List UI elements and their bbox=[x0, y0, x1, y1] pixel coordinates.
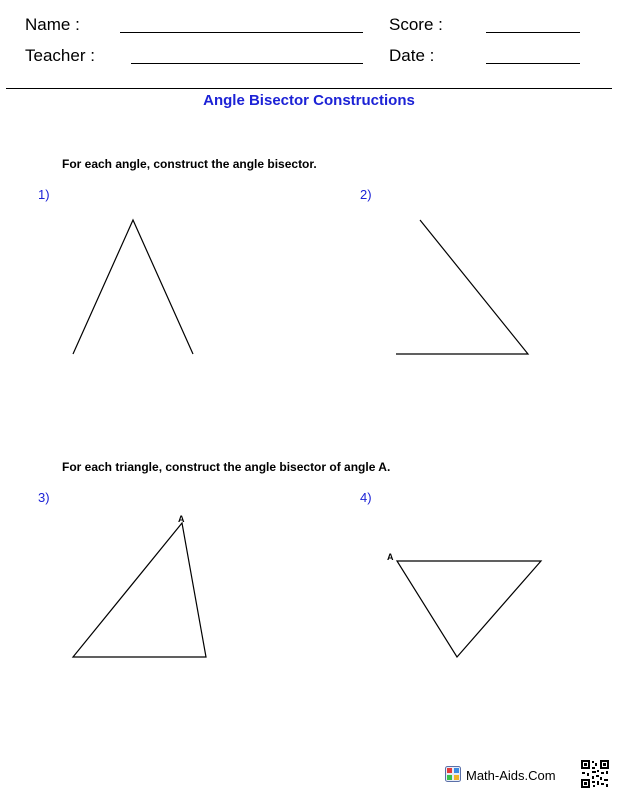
problem-2-number: 2) bbox=[360, 187, 372, 202]
teacher-label: Teacher : bbox=[25, 46, 95, 65]
triangle-3 bbox=[73, 523, 206, 657]
page-title: Angle Bisector Constructions bbox=[203, 92, 415, 109]
score-label: Score : bbox=[389, 15, 443, 34]
math-aids-logo-icon bbox=[445, 766, 461, 782]
problem-3-number: 3) bbox=[38, 490, 50, 505]
problem-1-number: 1) bbox=[38, 187, 50, 202]
problem-4-vertex-label: A bbox=[387, 552, 394, 562]
problem-3-vertex-label: A bbox=[178, 514, 185, 524]
date-label: Date : bbox=[389, 46, 435, 65]
section-2-instruction: For each triangle, construct the angle bisector of angle A. bbox=[62, 460, 391, 474]
angle-1 bbox=[73, 220, 193, 354]
footer-brand[interactable]: Math-Aids.Com bbox=[466, 768, 556, 783]
angle-2 bbox=[396, 220, 528, 354]
section-1-instruction: For each angle, construct the angle bisector. bbox=[62, 157, 317, 171]
name-label: Name : bbox=[25, 15, 80, 34]
problem-4-number: 4) bbox=[360, 490, 372, 505]
triangle-4 bbox=[397, 561, 541, 657]
qr-code-icon bbox=[580, 759, 610, 789]
